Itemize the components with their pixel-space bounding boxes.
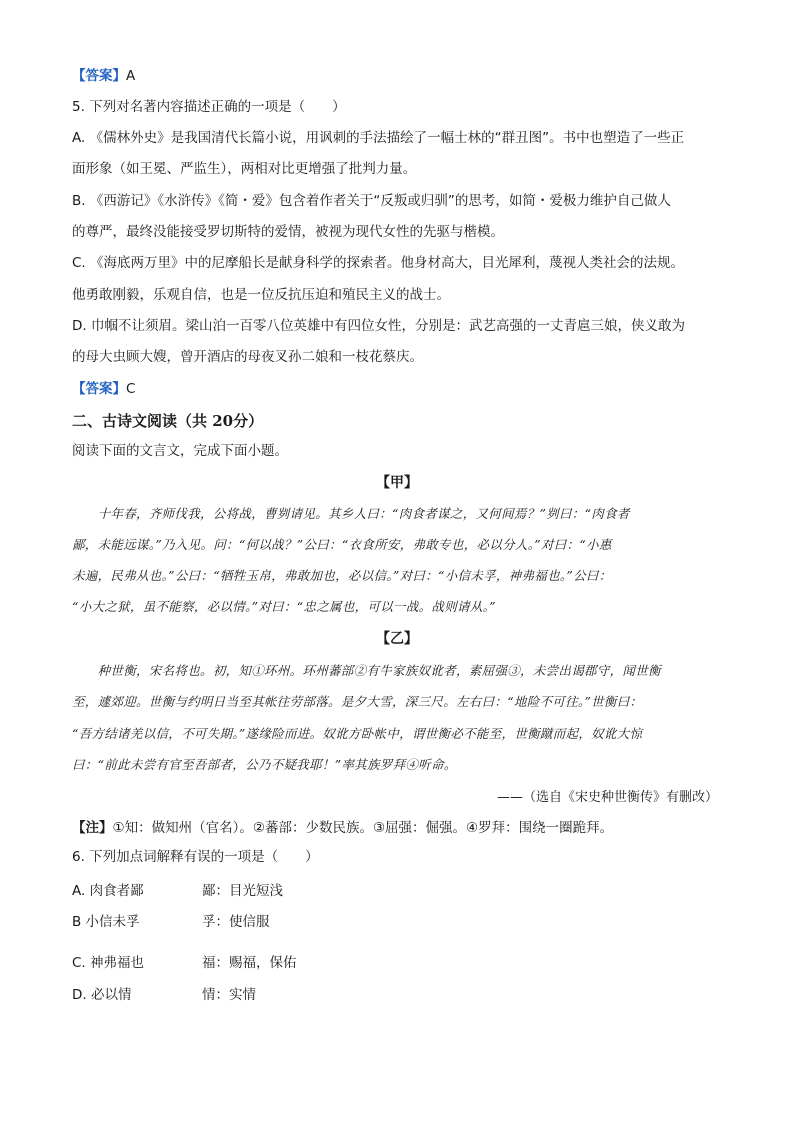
q6-option-d [72,983,256,1003]
passage-jia-line: “小大之狱，虽不能察，必以情。”对曰：“忠之属也，可以一战。战则请从。” [72,599,496,614]
option-value: 孚：使信服 [202,914,270,930]
section-intro: 阅读下面的文言文，完成下面小题。 [72,443,288,459]
option-value: 情：实情 [202,987,256,1003]
option-key: A. 肉食者鄙 [72,883,144,899]
passage-source: ——（选自《宋史种世衡传》有删改） [496,790,718,805]
q6-option-c [72,951,297,971]
option-a-line-2: 面形象（如王冕、严监生），两相对比更增强了批判力量。 [72,161,417,177]
option-a-line-1: A. 《儒林外史》是我国清代长篇小说，用讽刺的手法描绘了一幅士林的“群丑图”。书中也塑造了一些正 [72,130,685,146]
passage-yi-line: 种世衡，宋名将也。初，知①环州。环州蕃部②有牛家族奴讹者，素屈强③，未尝出谒郡守，闻世衡 [72,663,661,678]
answer-line-2 [72,379,135,399]
option-key: D. 必以情 [72,987,132,1003]
q6-option-b [72,910,270,930]
q6-option-a [72,879,283,899]
annotation-note [72,816,613,836]
answer-value: A [126,68,136,84]
passage-jia-title: 【甲】 [376,475,418,491]
option-value: 福：赐福，保佑 [202,955,297,971]
passage-yi-line: 曰：“前此未尝有官至吾部者，公乃不疑我耶！”率其族罗拜④听命。 [72,757,457,772]
passage-yi-line: “吾方结诸羌以信，不可失期。”遂缘险而进。奴讹方卧帐中，谓世衡必不能至，世衡蹴而起，奴讹大惊 [72,726,643,741]
option-b-line-2: 的尊严，最终没能接受罗切斯特的爱情，被视为现代女性的先驱与楷模。 [72,224,504,240]
option-d-line-2: 的母大虫顾大嫂，曾开酒店的母夜叉孙二娘和一枝花蔡庆。 [72,349,423,365]
option-b-line-1: B. 《西游记》《水浒传》《简・爱》包含着作者关于“反叛或归驯”的思考，如简・爱极力维护自己做人 [72,193,671,209]
option-value: 鄙：目光短浅 [202,883,283,899]
answer-tag: 【答案】 [72,381,126,397]
question-6-stem: 6. 下列加点词解释有误的一项是（ ） [72,849,319,865]
passage-jia-line: 十年春，齐师伐我，公将战，曹刿请见。其乡人曰：“肉食者谋之，又何间焉？”刿曰：“肉食者 [72,506,630,521]
question-5-stem: 5. 下列对名著内容描述正确的一项是（ ） [72,99,346,115]
note-tag: 【注】 [72,820,113,836]
option-c-line-1: C. 《海底两万里》中的尼摩船长是献身科学的探索者。他身材高大，目光犀利，蔑视人类社会的法规。 [72,255,685,271]
passage-yi-line: 至，遽郊迎。世衡与约明日当至其帐往劳部落。是夕大雪，深三尺。左右曰：“地险不可往。”世衡曰： [72,694,643,709]
note-text: ①知：做知州（官名）。②蕃部：少数民族。③屈强：倔强。④罗拜：围绕一圈跪拜。 [112,820,614,836]
answer-value: C [126,381,136,397]
answer-line-1 [72,66,135,86]
option-key: B 小信未孚 [72,914,140,930]
option-d-line-1: D. 巾帼不让须眉。梁山泊一百零八位英雄中有四位女性，分别是：武艺高强的一丈青扈三娘，侠义敢为 [72,318,685,334]
passage-yi-title: 【乙】 [376,631,418,647]
option-c-line-2: 他勇敢刚毅，乐观自信，也是一位反抗压迫和殖民主义的战士。 [72,287,450,303]
option-key: C. 神弗福也 [72,955,145,971]
passage-jia-line: 鄙，未能远谋。”乃入见。问：“何以战？”公曰：“衣食所安，弗敢专也，必以分人。”对曰：“小惠 [72,537,612,552]
answer-tag: 【答案】 [72,68,126,84]
section-title: 二、古诗文阅读（共 20分） [72,412,264,430]
passage-jia-line: 未遍，民弗从也。”公曰：“牺牲玉帛，弗敢加也，必以信。”对曰：“小信未孚，神弗福也。”公曰： [72,568,612,583]
